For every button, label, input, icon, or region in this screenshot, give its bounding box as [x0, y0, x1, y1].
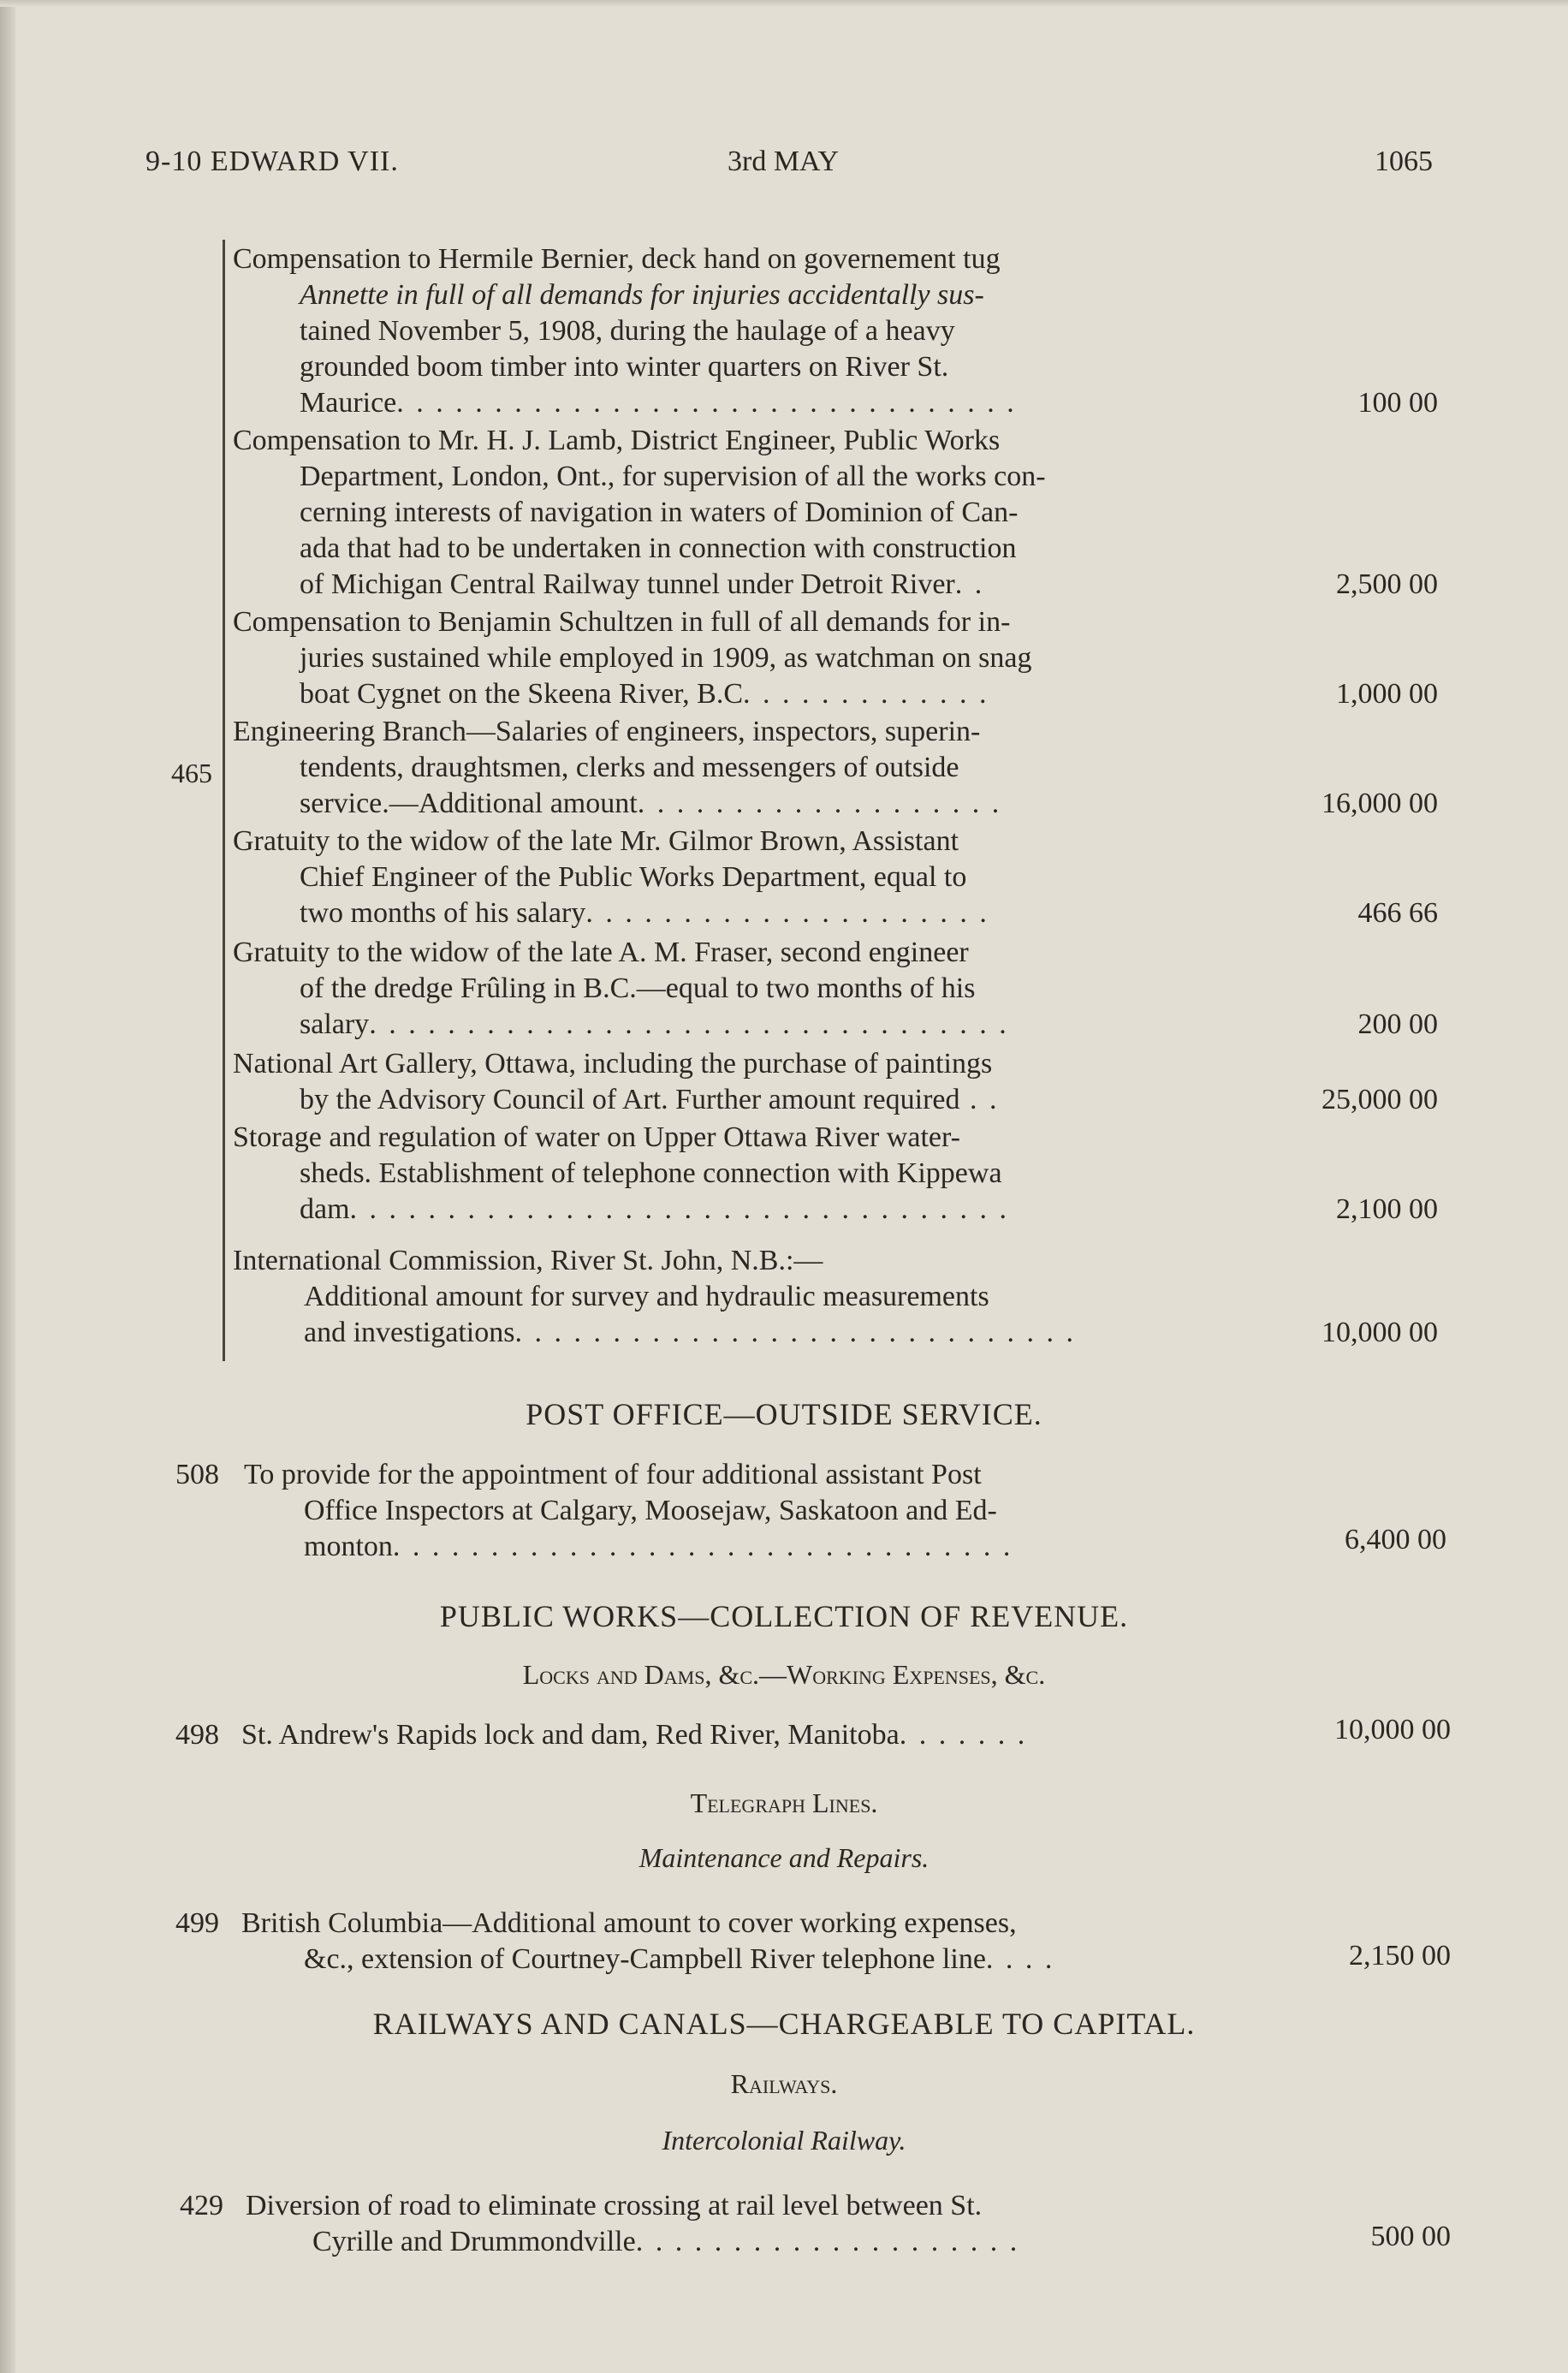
page-top-edge [0, 0, 1568, 7]
item-line: Compensation to Hermile Bernier, deck hand on governement tug [233, 243, 1001, 275]
item-line: British Columbia—Additional amount to cover working expenses, [241, 1907, 1017, 1939]
item-line: sheds. Establishment of telephone connection with Kippewa [300, 1157, 1002, 1189]
vote-number-429: 429 [180, 2190, 223, 2221]
item-amount: 100 00 [1357, 387, 1438, 419]
item-line: of Michigan Central Railway tunnel under Detroit River. . [300, 568, 985, 600]
item-line: and investigations. . . . . . . . . . . . . . . . . . . . . . . . . . . . . [304, 1317, 1076, 1348]
vote-number-508: 508 [175, 1459, 219, 1490]
item-line: by the Advisory Council of Art. Further amount required . . [300, 1084, 1000, 1115]
item-amount: 200 00 [1357, 1008, 1438, 1040]
item-line: Compensation to Mr. H. J. Lamb, District Engineer, Public Works [233, 425, 1001, 456]
subheading-telegraph: Telegraph Lines. [690, 1787, 878, 1818]
item-line: Diversion of road to eliminate crossing at rail level between St. [246, 2190, 983, 2221]
item-line: Gratuity to the widow of the late A. M. Fraser, second engineer [233, 937, 969, 968]
item-line: Storage and regulation of water on Upper Ottawa River water- [233, 1121, 960, 1153]
section-heading-post-office: POST OFFICE—OUTSIDE SERVICE. [526, 1397, 1042, 1431]
vote-number-499: 499 [175, 1907, 219, 1939]
item-amount: 2,100 00 [1336, 1193, 1438, 1225]
item-line: service.—Additional amount. . . . . . . . . . . . . . . . . . . [300, 788, 1002, 819]
header-regnal-year: 9-10 EDWARD VII. [146, 146, 399, 177]
italic-heading-maintenance: Maintenance and Repairs. [638, 1842, 930, 1873]
vote-number-498: 498 [175, 1719, 219, 1751]
item-line: tained November 5, 1908, during the haulage of a heavy [300, 315, 955, 347]
item-line: dam. . . . . . . . . . . . . . . . . . . . . . . . . . . . . . . . . . [300, 1193, 1010, 1225]
item-line: two months of his salary. . . . . . . . . . . . . . . . . . . . . [300, 897, 989, 929]
item-line: Maurice. . . . . . . . . . . . . . . . . . . . . . . . . . . . . . . . [300, 387, 1017, 419]
item-line: National Art Gallery, Ottawa, including the purchase of paintings [233, 1048, 993, 1079]
item-line: cerning interests of navigation in waters of Dominion of Can- [300, 497, 1019, 528]
vote-bracket [223, 240, 225, 1361]
item-amount: 466 66 [1357, 897, 1438, 929]
italic-heading-intercolonial: Intercolonial Railway. [662, 2125, 906, 2156]
item-amount: 10,000 00 [1322, 1317, 1438, 1348]
item-line: Additional amount for survey and hydraulic measurements [304, 1281, 989, 1312]
section-heading-railways: RAILWAYS AND CANALS—CHARGEABLE TO CAPITAL. [372, 2007, 1196, 2041]
subheading-railways: Railways. [730, 2068, 838, 2099]
item-line: salary. . . . . . . . . . . . . . . . . . . . . . . . . . . . . . . . . [300, 1008, 1009, 1040]
item-line: Compensation to Benjamin Schultzen in full of all demands for in- [233, 606, 1011, 638]
running-head [146, 146, 1433, 188]
item-line: tendents, draughtsmen, clerks and messengers of outside [300, 752, 959, 783]
item-line: To provide for the appointment of four additional assistant Post [244, 1459, 982, 1490]
item-line: Chief Engineer of the Public Works Department, equal to [300, 861, 967, 893]
item-amount: 500 00 [1370, 2221, 1451, 2252]
item-amount: 6,400 00 [1345, 1524, 1446, 1555]
item-line: ada that had to be undertaken in connection with construction [300, 532, 1017, 564]
vote-number-465: 465 [171, 758, 212, 788]
item-line: &c., extension of Courtney-Campbell River telephone line. . . . [304, 1943, 1055, 1975]
item-line: grounded boom timber into winter quarters on River St. [300, 351, 949, 383]
item-amount: 2,150 00 [1349, 1940, 1451, 1972]
item-amount: 16,000 00 [1322, 788, 1438, 819]
item-line: Department, London, Ont., for supervision of all the works con- [300, 461, 1046, 492]
item-line: juries sustained while employed in 1909, as watchman on snag [300, 642, 1032, 674]
item-amount: 10,000 00 [1334, 1714, 1451, 1746]
item-line: monton. . . . . . . . . . . . . . . . . . . . . . . . . . . . . . . . [304, 1531, 1013, 1562]
header-page-number: 1065 [1375, 146, 1433, 177]
item-line: boat Cygnet on the Skeena River, B.C. . . . . . . . . . . . . [300, 678, 989, 710]
section-heading-public-works: PUBLIC WORKS—COLLECTION OF REVENUE. [439, 1599, 1129, 1633]
item-line: Cyrille and Drummondville. . . . . . . . . . . . . . . . . . . . [312, 2226, 1020, 2257]
item-line: International Commission, River St. John, N.B.:— [233, 1245, 823, 1276]
header-date: 3rd MAY [728, 146, 840, 177]
subheading-locks-dams: Locks and Dams, &c.—Working Expenses, &c. [522, 1659, 1046, 1690]
item-line: Office Inspectors at Calgary, Moosejaw, Saskatoon and Ed- [304, 1495, 997, 1526]
item-amount: 2,500 00 [1336, 568, 1438, 600]
item-line: Engineering Branch—Salaries of engineers, inspectors, superin- [233, 716, 981, 747]
item-line: Gratuity to the widow of the late Mr. Gilmor Brown, Assistant [233, 825, 959, 857]
item-amount: 25,000 00 [1322, 1084, 1438, 1115]
item-line: of the dredge Frûling in B.C.—equal to two months of his [300, 972, 976, 1004]
item-line: Annette in full of all demands for injuries accidentally sus- [300, 279, 984, 311]
item-line: St. Andrew's Rapids lock and dam, Red River, Manitoba. . . . . . . [241, 1719, 1028, 1751]
item-amount: 1,000 00 [1336, 678, 1438, 710]
